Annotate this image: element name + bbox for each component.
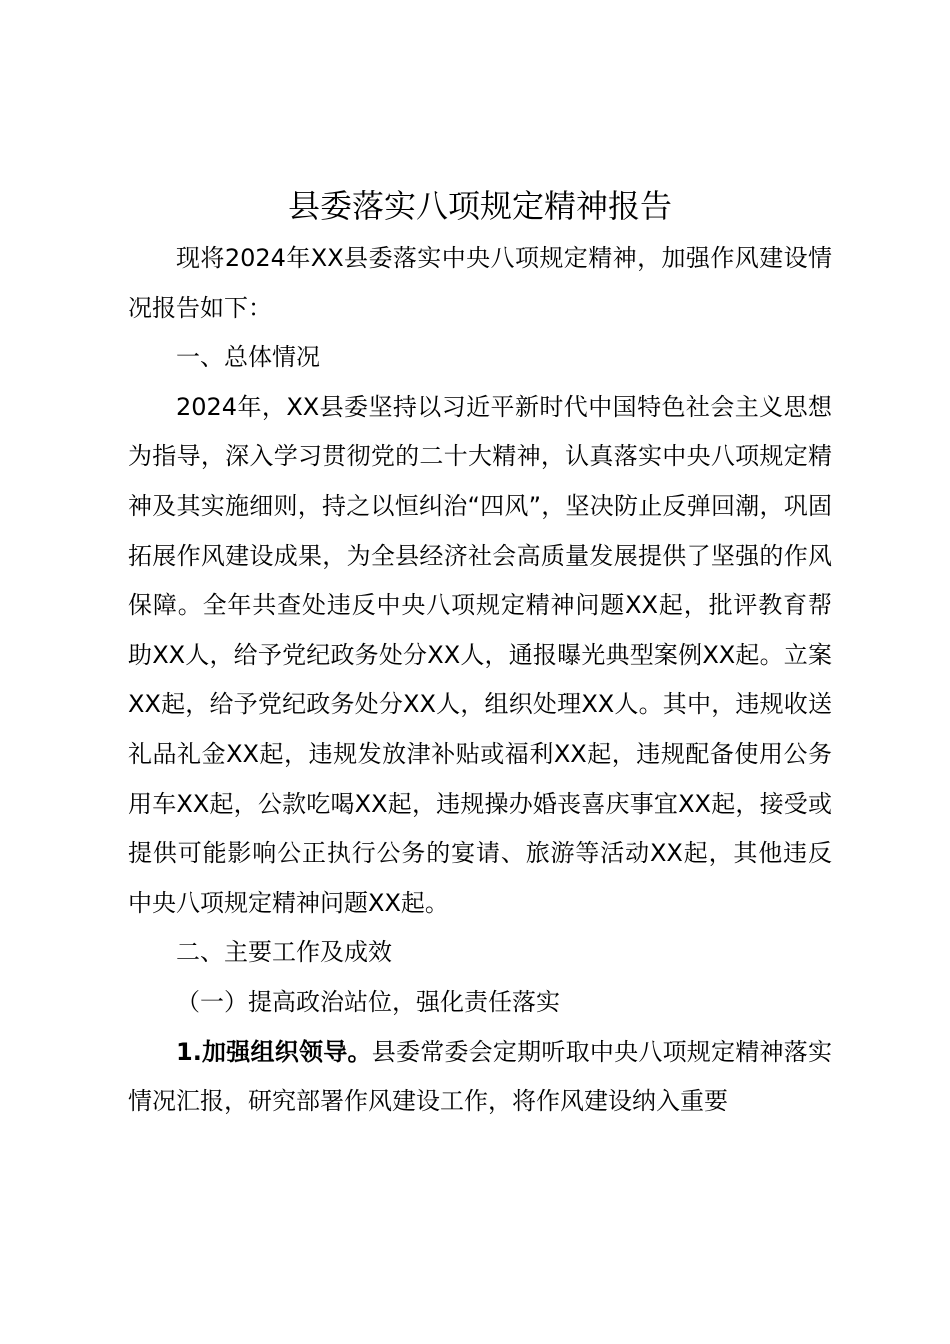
section-1-body: 2024年，XX县委坚持以习近平新时代中国特色社会主义思想为指导，深入学习贯彻党的二十大精神，认真落实中央八项规定精神及其实施细则，持之以恒纠治“四风”，坚决防止反弹回潮，巩固拓展作风建设成果，为全县经济社会高质量发展提供了坚强的作风保障。全年共查处违反中央八项规定精神问题XX起，批评教育帮助XX人，给予党纪政务处分XX人，通报曝光典型案例XX起。立案XX起，给予党纪政务处分XX人，组织处理XX人。其中，违规收送礼品礼金XX起，违规发放津补贴或福利XX起，违规配备使用公务用车XX起，公款吃喝XX起，违规操办婚丧喜庆事宜XX起，接受或提供可能影响公正执行公务的宴请、旅游等活动XX起，其他违反中央八项规定精神问题XX起。 bbox=[128, 392, 832, 917]
document-page bbox=[128, 182, 832, 1127]
item-1-paragraph bbox=[128, 1028, 832, 1127]
document-title: 县委落实八项规定精神报告 bbox=[287, 187, 672, 225]
section-1-heading: 一、总体情况 bbox=[176, 343, 320, 372]
section-2-heading: 二、主要工作及成效 bbox=[176, 938, 392, 967]
subsection-1-heading: （一）提高政治站位，强化责任落实 bbox=[176, 987, 560, 1016]
item-1-body: 县委常委会定期听取中央八项规定精神落实情况汇报，研究部署作风建设工作，将作风建设纳入重要 bbox=[128, 1037, 832, 1116]
intro-paragraph: 现将2024年XX县委落实中央八项规定精神，加强作风建设情况报告如下： bbox=[128, 244, 832, 322]
item-1-title: 1.加强组织领导。 bbox=[176, 1037, 372, 1066]
